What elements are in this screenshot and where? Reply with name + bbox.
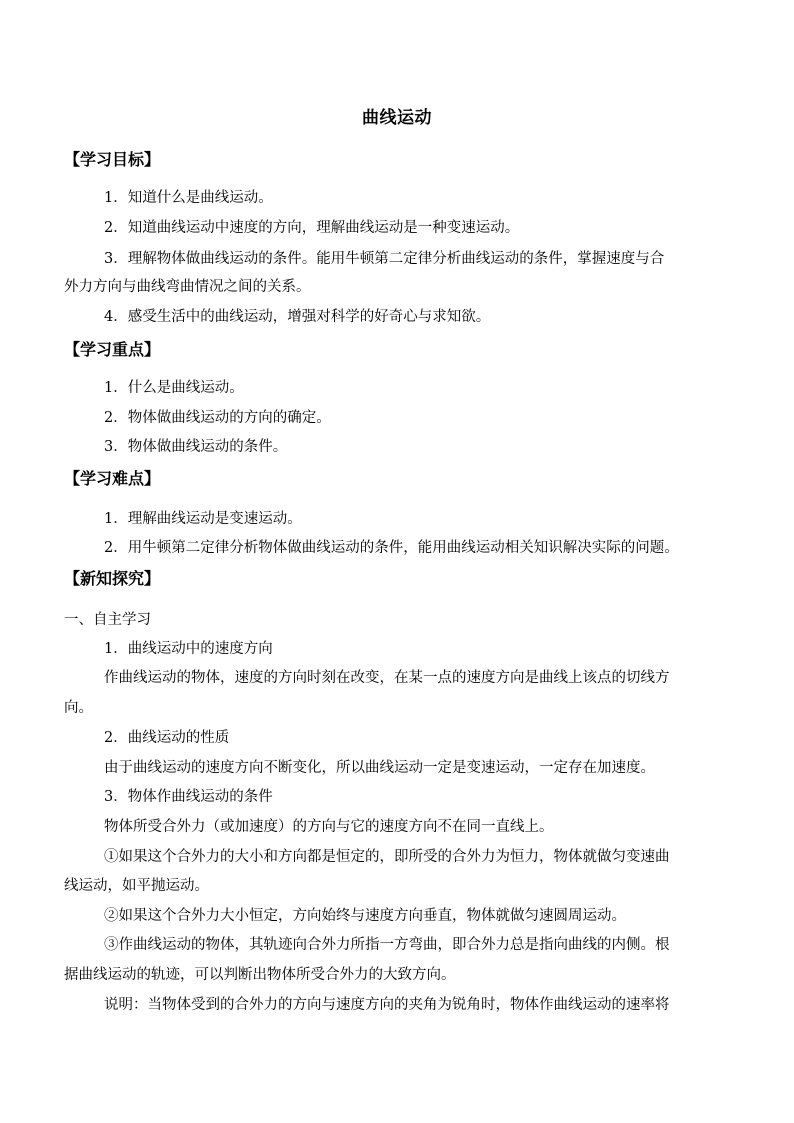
section-heading-key-points: 【学习重点】 xyxy=(64,340,161,359)
topic-heading: 3．物体作曲线运动的条件 xyxy=(104,789,273,805)
subsection-title: 一、自主学习 xyxy=(64,612,151,628)
key-point-item: 3．物体做曲线运动的条件。 xyxy=(104,439,288,455)
key-point-item: 2．物体做曲线运动的方向的确定。 xyxy=(104,410,331,426)
key-point-item: 1．什么是曲线运动。 xyxy=(104,380,244,396)
section-heading-exploration: 【新知探究】 xyxy=(64,569,161,588)
paragraph-line-continuation: 向。 xyxy=(64,700,93,716)
paragraph-line-continuation: 线运动，如平抛运动。 xyxy=(64,878,209,894)
document-title: 曲线运动 xyxy=(362,108,432,128)
objective-item: 3．理解物体做曲线运动的条件。能用牛顿第二定律分析曲线运动的条件，掌握速度与合 xyxy=(104,251,665,267)
paragraph-line: ③作曲线运动的物体，其轨迹向合外力所指一方弯曲，即合外力总是指向曲线的内侧。根 xyxy=(104,937,670,953)
difficulty-item: 1．理解曲线运动是变速运动。 xyxy=(104,511,302,527)
objective-item: 1．知道什么是曲线运动。 xyxy=(104,190,273,206)
section-heading-objectives: 【学习目标】 xyxy=(64,150,161,169)
paragraph-line: 由于曲线运动的速度方向不断变化，所以曲线运动一定是变速运动，一定存在加速度。 xyxy=(104,760,655,776)
objective-item: 4．感受生活中的曲线运动，增强对科学的好奇心与求知欲。 xyxy=(104,309,491,325)
paragraph-line: 作曲线运动的物体，速度的方向时刻在改变，在某一点的速度方向是曲线上该点的切线方 xyxy=(104,670,670,686)
topic-heading: 2．曲线运动的性质 xyxy=(104,730,230,746)
paragraph-line: 物体所受合外力（或加速度）的方向与它的速度方向不在同一直线上。 xyxy=(104,819,554,835)
paragraph-line: ①如果这个合外力的大小和方向都是恒定的，即所受的合外力为恒力，物体就做匀变速曲 xyxy=(104,849,670,865)
paragraph-line: 说明：当物体受到的合外力的方向与速度方向的夹角为锐角时，物体作曲线运动的速率将 xyxy=(104,997,670,1013)
topic-heading: 1．曲线运动中的速度方向 xyxy=(104,641,273,657)
objective-item-continuation: 外力方向与曲线弯曲情况之间的关系。 xyxy=(64,279,311,295)
paragraph-line-continuation: 据曲线运动的轨迹，可以判断出物体所受合外力的大致方向。 xyxy=(64,967,456,983)
difficulty-item: 2．用牛顿第二定律分析物体做曲线运动的条件，能用曲线运动相关知识解决实际的问题。 xyxy=(104,540,679,556)
objective-item: 2．知道曲线运动中速度的方向，理解曲线运动是一种变速运动。 xyxy=(104,220,520,236)
paragraph-line: ②如果这个合外力大小恒定，方向始终与速度方向垂直，物体就做匀速圆周运动。 xyxy=(104,908,626,924)
section-heading-difficulties: 【学习难点】 xyxy=(64,469,161,488)
